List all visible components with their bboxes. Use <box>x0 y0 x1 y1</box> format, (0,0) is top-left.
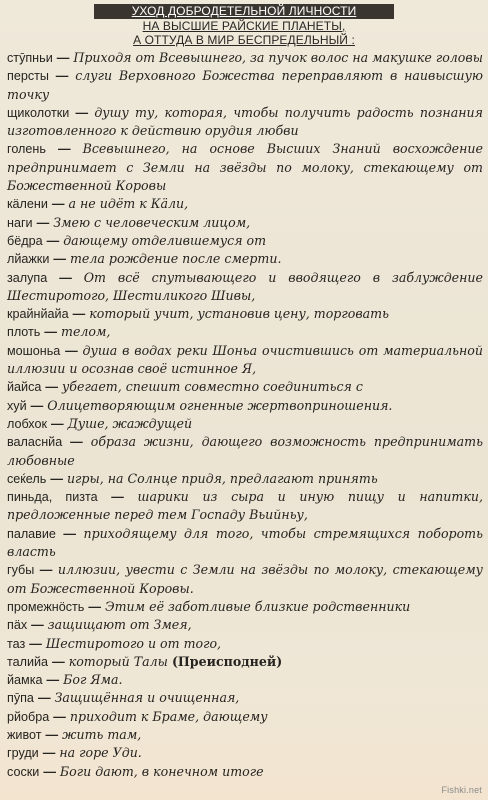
entry-term: талийа <box>7 654 49 669</box>
entry-dash: — <box>45 727 59 742</box>
glossary-entry <box>7 525 483 562</box>
entry-gloss: который учит, установив цену, торговать <box>89 306 389 322</box>
glossary-entry <box>7 744 483 762</box>
entry-gloss: шарики из сыра и иную пищу и напитки, предложенные перед тем Госпаду Вьийньу, <box>7 489 483 523</box>
entry-gloss: Змею с человеческим лицом, <box>53 214 251 230</box>
glossary-entry <box>7 67 483 104</box>
entry-gloss: защищают от Змея, <box>47 617 192 633</box>
entry-gloss: Всевышнего, на основе Высших Знаний восхождение предпринимает с Земли на звёзды по молоку, стекающему от Божественной Коровы <box>7 141 483 194</box>
entry-gloss: приходящему для того, чтобы стремящихся побороть власть <box>7 525 483 560</box>
glossary-entry <box>7 269 483 306</box>
entry-dash: — <box>29 636 42 651</box>
glossary-entry <box>7 635 483 653</box>
entry-term: плоть <box>7 325 41 340</box>
entry-term: персты <box>7 69 49 84</box>
entry-term: стӯпньи <box>7 51 53 65</box>
entry-term: промежнӧсть <box>7 599 85 614</box>
entry-gloss: Боги дают, в конечном итоге <box>59 763 264 779</box>
entry-term: валаснйа <box>7 435 63 450</box>
entry-gloss: Бог Яма. <box>63 672 123 688</box>
entry-gloss: От всё спутывающего и вводящего в заблуждение Шестиротого, Шестиликого Шивы, <box>7 269 483 303</box>
glossary-entry <box>7 726 483 744</box>
entry-dash: — <box>56 51 70 65</box>
entry-gloss: тела рождение после смерти. <box>69 251 282 267</box>
entry-dash: — <box>50 416 64 431</box>
glossary-entry <box>7 763 483 781</box>
entry-dash: — <box>111 490 124 505</box>
glossary-entry <box>7 397 483 415</box>
entry-term: рйобра <box>7 709 50 724</box>
glossary-entry <box>7 488 483 525</box>
entry-dash: — <box>72 307 86 322</box>
entry-dash: — <box>31 618 44 633</box>
entry-term: сеќель <box>7 471 47 486</box>
entry-dash: — <box>53 252 66 267</box>
entry-term: йамка <box>7 673 43 688</box>
entry-term: пӓх <box>7 618 28 633</box>
entry-term: голень <box>7 142 46 157</box>
title-line-3: А ОТТУДА В МИР БЕСПРЕДЕЛЬНЫЙ : <box>133 33 355 47</box>
entry-term: бёдра <box>7 233 43 248</box>
entry-dash: — <box>39 563 53 578</box>
glossary-entry <box>7 323 483 341</box>
entry-term: залупа <box>7 270 48 285</box>
entry-gloss: душу ту, которая, чтобы получить радость познания изготовленного к действию орудия любви <box>7 104 483 139</box>
entry-dash: — <box>44 325 57 340</box>
glossary-entry <box>7 49 483 67</box>
entry-dash: — <box>45 380 58 395</box>
entry-dash: — <box>75 105 89 120</box>
glossary-entry <box>7 653 483 671</box>
watermark: Fishki.net <box>441 785 482 795</box>
glossary-entry <box>7 195 483 213</box>
entry-dash: — <box>46 673 60 688</box>
glossary-entry <box>7 415 483 433</box>
glossary-entry <box>7 671 483 689</box>
entry-gloss: Приходя от Всевышнего, за пучок волос на макушке головы <box>73 50 483 65</box>
entry-term: щиколотки <box>7 105 70 120</box>
entry-term: кӓлени <box>7 197 48 212</box>
title-line-2: НА ВЫСШИЕ РАЙСКИЕ ПЛАНЕТЫ, <box>142 18 346 33</box>
glossary-entry <box>7 470 483 488</box>
entry-term: хуй <box>7 398 27 413</box>
entry-dash: — <box>50 471 63 486</box>
entry-term: палавие <box>7 526 56 541</box>
entry-extra: (Преисподней) <box>171 653 283 669</box>
glossary-entry <box>7 378 483 396</box>
entry-dash: — <box>65 343 78 358</box>
entry-term: живот <box>7 727 42 742</box>
entry-dash: — <box>37 691 51 706</box>
glossary-entry <box>7 104 483 141</box>
entry-dash: — <box>59 270 72 285</box>
glossary-list <box>7 49 483 781</box>
entry-gloss: жить там, <box>62 726 142 742</box>
entry-term: мошоньа <box>7 343 61 358</box>
glossary-entry <box>7 214 483 232</box>
glossary-entry <box>7 342 483 379</box>
glossary-entry <box>7 598 483 616</box>
entry-dash: — <box>57 142 71 157</box>
title-line-1: УХОД ДОБРОДЕТЕЛЬНОЙ ЛИЧНОСТИ <box>94 4 394 19</box>
document-title <box>94 4 394 48</box>
entry-gloss: образа жизни, дающего возможность предпринимать любовные <box>7 434 483 468</box>
entry-dash: — <box>53 709 66 724</box>
glossary-entry <box>7 140 483 195</box>
entry-term: пӯпа <box>7 691 34 706</box>
entry-dash: — <box>51 197 65 212</box>
entry-term: соски <box>7 764 40 779</box>
entry-gloss: Защищённая и очищенная, <box>54 690 240 706</box>
entry-gloss: который Талы <box>68 653 168 669</box>
entry-gloss: дающему отделившемуся от <box>63 232 267 248</box>
entry-dash: — <box>30 398 44 413</box>
entry-term: пиньда, пизта <box>7 490 98 505</box>
entry-dash: — <box>46 233 60 248</box>
entry-dash: — <box>42 746 56 761</box>
entry-term: наги <box>7 215 33 230</box>
entry-term: губы <box>7 563 35 578</box>
entry-gloss: слуги Верховного Божества переправляют в наивысшую точку <box>7 68 483 102</box>
entry-term: лйажки <box>7 252 50 267</box>
glossary-entry <box>7 561 483 598</box>
entry-gloss: Душе, жаждущей <box>67 415 193 431</box>
entry-dash: — <box>63 526 76 541</box>
entry-gloss: игры, на Солнце придя, предлагают принять <box>66 470 378 486</box>
glossary-entry <box>7 305 483 323</box>
entry-dash: — <box>52 654 65 669</box>
entry-dash: — <box>70 435 83 450</box>
entry-dash: — <box>43 764 56 779</box>
entry-term: йайса <box>7 380 42 395</box>
glossary-entry <box>7 433 483 470</box>
entry-gloss: Этим её заботливые близкие родственники <box>104 598 411 614</box>
entry-term: крайнйайа <box>7 307 69 322</box>
entry-gloss: душа в водах реки Шоньа очистившись от материальной иллюзии и осознав своё истинное Я, <box>7 342 483 377</box>
entry-term: груди <box>7 746 39 761</box>
entry-gloss: на горе Уди. <box>59 745 142 761</box>
entry-term: таз <box>7 636 26 651</box>
glossary-entry <box>7 616 483 634</box>
entry-gloss: а не идёт к Кӓли, <box>68 196 189 212</box>
glossary-entry <box>7 708 483 726</box>
entry-gloss: Олицетворяющим огненные жертвоприношения. <box>47 397 393 413</box>
entry-dash: — <box>55 69 69 84</box>
entry-gloss: иллюзии, увести с Земли на звёзды по молоку, стекающему от Божественной Коровы. <box>7 562 483 596</box>
entry-gloss: убегает, спешит совместно соединиться с <box>62 379 363 395</box>
glossary-entry <box>7 250 483 268</box>
entry-gloss: Шестиротого и от того, <box>45 635 222 651</box>
glossary-entry <box>7 232 483 250</box>
entry-gloss: приходит к Браме, дающему <box>69 708 268 724</box>
entry-gloss: телом, <box>61 324 111 340</box>
glossary-entry <box>7 689 483 707</box>
entry-dash: — <box>36 215 50 230</box>
entry-term: лобхок <box>7 416 47 431</box>
entry-dash: — <box>88 599 101 614</box>
